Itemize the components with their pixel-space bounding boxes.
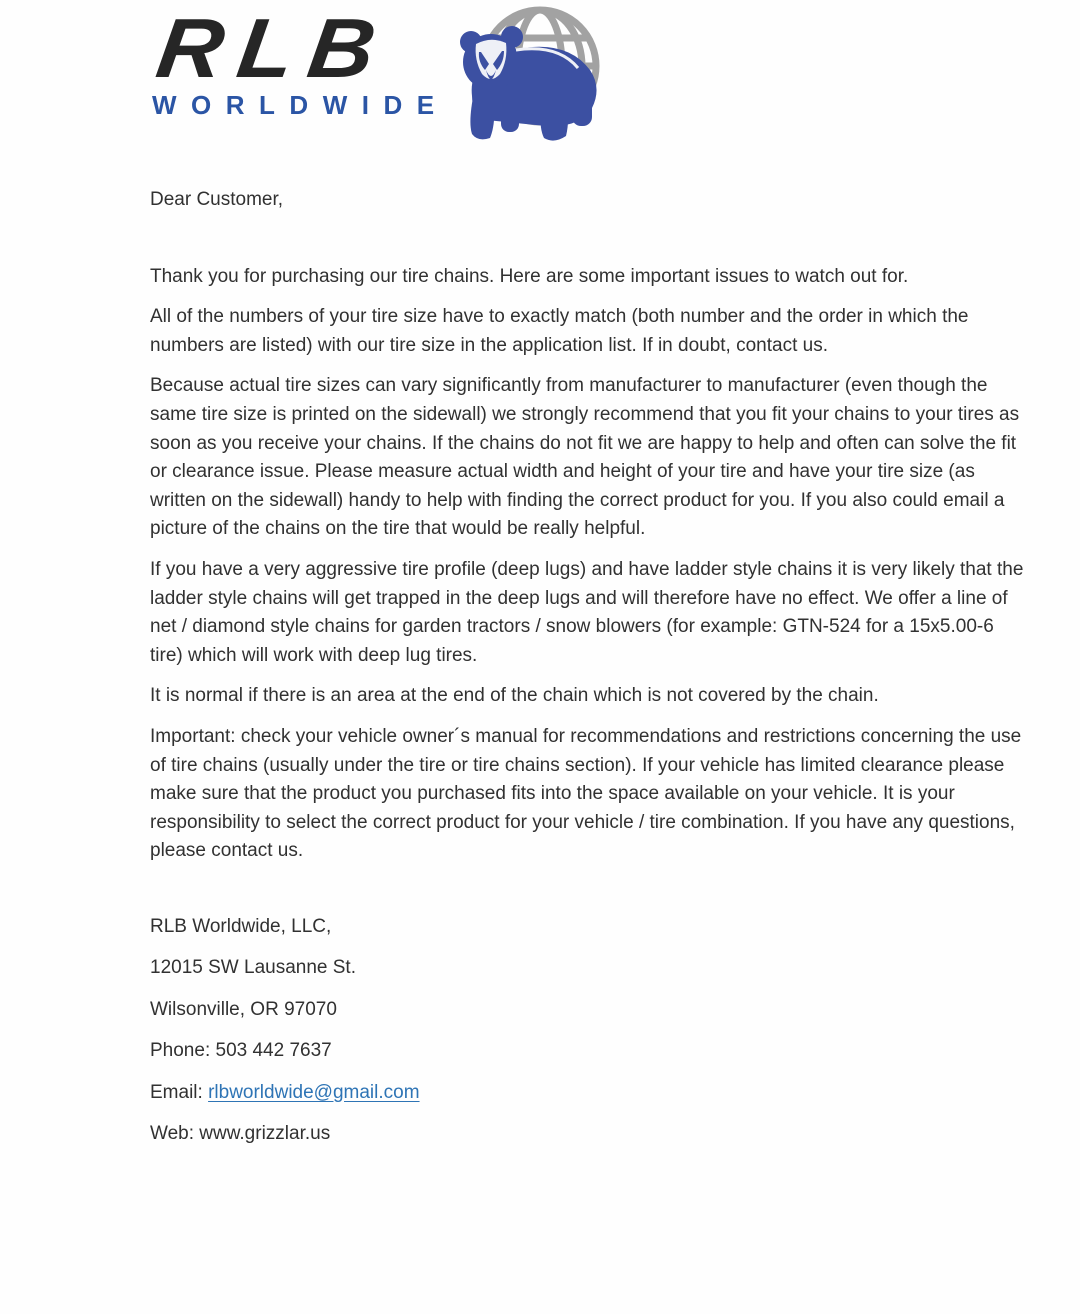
- address-city: Wilsonville, OR 97070: [150, 998, 337, 1020]
- phone-label: Phone:: [150, 1040, 216, 1062]
- address-street: 12015 SW Lausanne St.: [150, 957, 356, 979]
- phone-line: [150, 1036, 1030, 1065]
- paragraph-important: Important: check your vehicle owner´s manual for recommendations and restrictions concerning the use of tire chains (usually under the tire or tire chains section). If your vehicle has limited clearance please make sure that the product you purchased fits into the space available on your vehicle. It is your responsibility to select the correct product for your vehicle / tire combination. If you have any questions, please contact us.: [150, 725, 1022, 862]
- email-line: [150, 1078, 1030, 1107]
- web-line: [150, 1119, 1030, 1148]
- paragraph-tire-size-match: All of the numbers of your tire size have to exactly match (both number and the order in which the numbers are listed) with our tire size in the application list. If in doubt, contact us.: [150, 306, 969, 356]
- letter-body: [150, 186, 1030, 1161]
- email-label: Email:: [150, 1081, 209, 1103]
- logo-subtitle: WORLDWIDE: [152, 90, 449, 120]
- email-link[interactable]: rlbworldwide@gmail.com: [208, 1081, 420, 1103]
- company-name: RLB Worldwide, LLC,: [150, 915, 332, 937]
- web-address: www.grizzlar.us: [199, 1123, 331, 1145]
- contact-block: [150, 912, 1030, 1149]
- phone-number: 503 442 7637: [215, 1040, 332, 1062]
- paragraph-fit-chains: Because actual tire sizes can vary significantly from manufacturer to manufacturer (even though the same tire size is printed on the sidewall) we strongly recommend that you fit your chains to your tires as soon as you receive your chains. If the chains do not fit we are happy to help and often can solve the fit or clearance issue. Please measure actual width and height of your tire and have your tire size (as written on the sidewall) handy to help with finding the correct product for you. If you also could email a picture of the chains on the tire that would be really helpful.: [150, 375, 1020, 540]
- paragraph-chain-end: It is normal if there is an area at the end of the chain which is not covered by the chain.: [150, 685, 879, 707]
- web-label: Web:: [150, 1123, 200, 1145]
- salutation: Dear Customer,: [150, 189, 284, 210]
- paragraph-thank-you: Thank you for purchasing our tire chains. Here are some important issues to watch out for.: [150, 265, 909, 287]
- logo-wordmark: RLB: [151, 1, 397, 95]
- company-logo: [150, 1, 650, 144]
- bear-globe-icon: [438, 4, 634, 146]
- paragraph-deep-lugs: If you have a very aggressive tire profile (deep lugs) and have ladder style chains it is very likely that the ladder style chains will get trapped in the deep lugs and will therefore have no effect. We offer a line of net / diamond style chains for garden tractors / snow blowers (for example: GTN-524 for a 15x5.00-6 tire) which will work with deep lug tires.: [150, 558, 1024, 666]
